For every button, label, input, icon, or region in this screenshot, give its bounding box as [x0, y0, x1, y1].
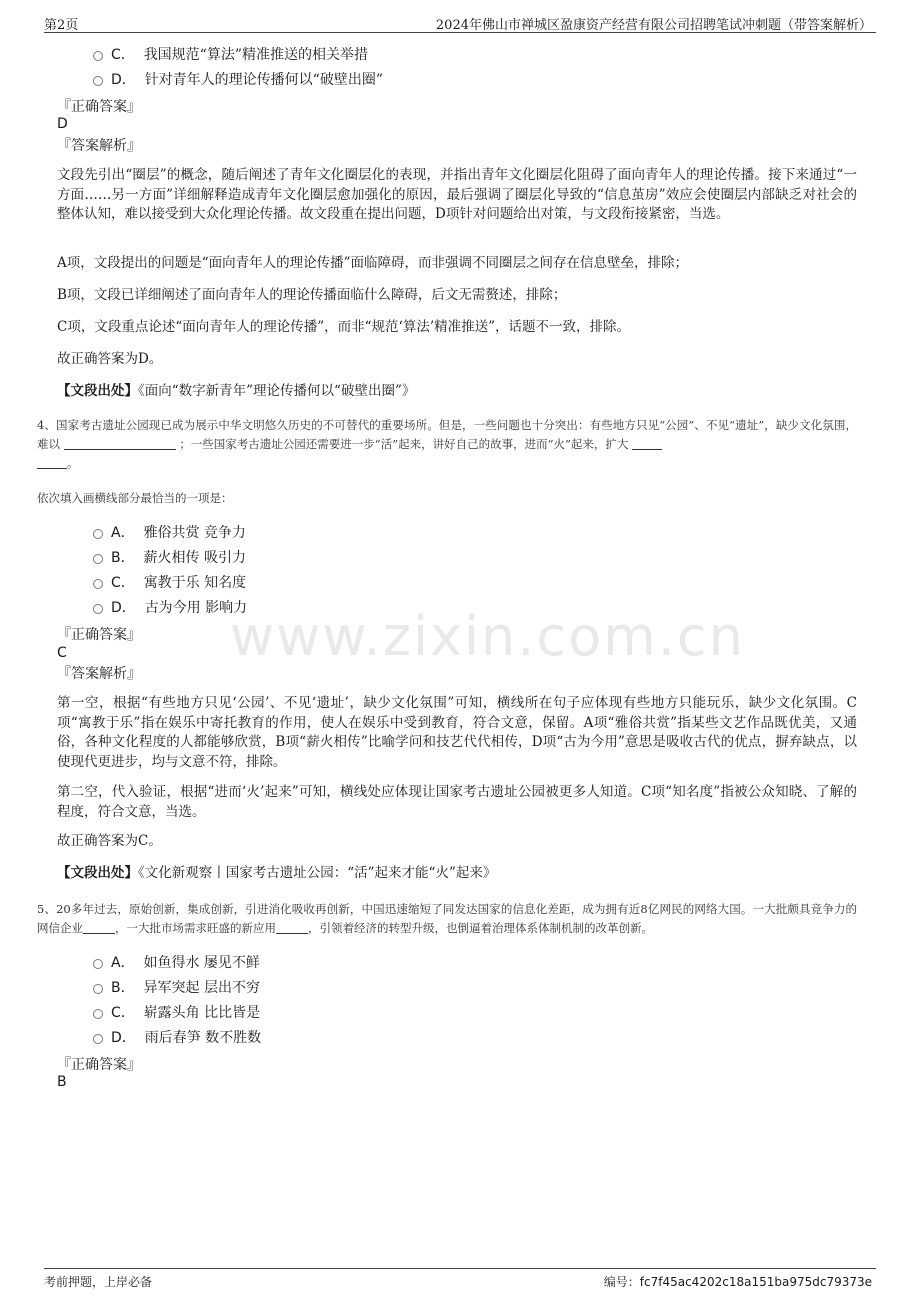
- q5-answer: B: [57, 1074, 67, 1090]
- q4-answer-label: 『正确答案』: [57, 627, 141, 643]
- radio-icon[interactable]: [93, 51, 103, 61]
- q3-analysis-paragraph: A项，文段提出的问题是“面向青年人的理论传播”面临障碍，而非强调不同圈层之间存在信息壁垒，排除；: [57, 255, 689, 271]
- q5-stem: 5、20多年过去，原始创新，集成创新，引进消化吸收再创新，中国迅速缩短了同发达国家的信息化差距，成为拥有近8亿网民的网络大国。一大批颇具竞争力的网信企业 ，一大批市场需求旺盛的新应用 ，引领着经济的转型升级，也倒逼着治理体系体制机制的改革创新。: [37, 902, 857, 935]
- document-title: 2024年佛山市禅城区盈康资产经营有限公司招聘笔试冲刺题（带答案解析）: [435, 18, 872, 33]
- q4-stem: 4、国家考古遗址公园现已成为展示中华文明悠久历史的不可替代的重要场所。但是，一些问题也十分突出：有些地方只见“公园”、不见“遗址”，缺少文化氛围，难以 ；一些国家考古遗址公园还需要进一步“活”起来，讲好自己的故事，进而“火”起来，扩大 。: [37, 418, 857, 470]
- q4-instruction: 依次填入画横线部分最恰当的一项是：: [37, 491, 233, 505]
- radio-icon[interactable]: [93, 529, 103, 539]
- q4-analysis-paragraph: 第二空，代入验证，根据“进而‘火’起来”可知，横线处应体现让国家考古遗址公园被更多人知道。C项“知名度”指被公众知晓、了解的程度，符合文意，当选。: [57, 784, 857, 820]
- q4-analysis-label: 『答案解析』: [57, 666, 141, 682]
- radio-icon[interactable]: [93, 554, 103, 564]
- q5-blank-2: [276, 921, 308, 934]
- q4-analysis-paragraph: 第一空，根据“有些地方只见‘公园’、不见‘遗址’，缺少文化氛围”可知，横线所在句子应体现有些地方只能玩乐，缺少文化氛围。C项“寓教于乐”指在娱乐中寄托教育的作用，使人在娱乐中受到教育，符合文意，保留。A项“雅俗共赏”指某些文艺作品既优美，又通俗，各种文化程度的人都能够欣赏，B项“薪火相传”比喻学问和技艺代代相传，D项“古为今用”意思是吸收古代的优点，摒弃缺点，以使现代更进步，均与文意不符，排除。: [57, 695, 857, 770]
- q3-option-d[interactable]: D． 针对青年人的理论传播何以“破壁出圈”: [93, 71, 383, 89]
- radio-icon[interactable]: [93, 579, 103, 589]
- q3-answer-label: 『正确答案』: [57, 99, 141, 115]
- q4-conclusion: 故正确答案为C。: [57, 833, 162, 849]
- footer-note: 考前押题，上岸必备: [44, 1275, 153, 1289]
- q3-analysis-paragraph: C项，文段重点论述“面向青年人的理论传播”，而非“规范‘算法’精准推送”，话题不一致，排除。: [57, 319, 631, 335]
- q4-option-b[interactable]: B． 薪火相传 吸引力: [93, 549, 246, 567]
- page-header: [44, 12, 876, 33]
- radio-icon[interactable]: [93, 1009, 103, 1019]
- q3-source: 【文段出处】《面向“数字新青年”理论传播何以“破壁出圈”》: [57, 383, 416, 399]
- radio-icon[interactable]: [93, 984, 103, 994]
- q5-blank-1: [83, 921, 115, 934]
- watermark: www.zixin.com.cn: [230, 605, 745, 668]
- q3-answer: D: [57, 116, 68, 132]
- page-number: 第2页: [44, 18, 79, 33]
- q5-answer-label: 『正确答案』: [57, 1057, 141, 1073]
- q3-conclusion: 故正确答案为D。: [57, 351, 163, 367]
- q4-option-d[interactable]: D． 古为今用 影响力: [93, 599, 247, 617]
- page-footer: [44, 1268, 876, 1291]
- q3-analysis-paragraph: B项，文段已详细阐述了面向青年人的理论传播面临什么障碍，后文无需赘述，排除；: [57, 287, 567, 303]
- q3-analysis-label: 『答案解析』: [57, 138, 141, 154]
- q4-blank-1: [64, 437, 176, 450]
- q5-option-b[interactable]: B． 异军突起 层出不穷: [93, 979, 260, 997]
- radio-icon[interactable]: [93, 76, 103, 86]
- q3-option-c[interactable]: C． 我国规范“算法”精准推送的相关举措: [93, 46, 368, 64]
- radio-icon[interactable]: [93, 604, 103, 614]
- q4-option-c[interactable]: C． 寓教于乐 知名度: [93, 574, 246, 592]
- q5-option-c[interactable]: C． 崭露头角 比比皆是: [93, 1004, 260, 1022]
- q4-source: 【文段出处】《文化新观察丨国家考古遗址公园：“活”起来才能“火”起来》: [57, 865, 497, 881]
- q4-answer: C: [57, 645, 67, 661]
- q3-analysis-paragraph: 文段先引出“圈层”的概念，随后阐述了青年文化圈层化的表现，并指出青年文化圈层化阻碍了面向青年人的理论传播。接下来通过“一方面……另一方面”详细解释造成青年文化圈层愈加强化的原因，最后强调了圈层化导致的“信息茧房”效应会使圈层内部缺乏对社会的整体认知，难以接受到大众化理论传播。故文段重在提出问题，D项针对问题给出对策，与文段衔接紧密，当选。: [57, 167, 857, 222]
- document-code: 编号：fc7f45ac4202c18a151ba975dc79373e: [603, 1275, 872, 1289]
- q4-option-a[interactable]: A． 雅俗共赏 竞争力: [93, 524, 246, 542]
- q4-blank-2-cont: [37, 456, 67, 469]
- radio-icon[interactable]: [93, 1034, 103, 1044]
- q4-blank-2: [632, 437, 662, 450]
- q5-option-a[interactable]: A． 如鱼得水 屡见不鲜: [93, 954, 260, 972]
- q5-option-d[interactable]: D． 雨后春笋 数不胜数: [93, 1029, 261, 1047]
- radio-icon[interactable]: [93, 959, 103, 969]
